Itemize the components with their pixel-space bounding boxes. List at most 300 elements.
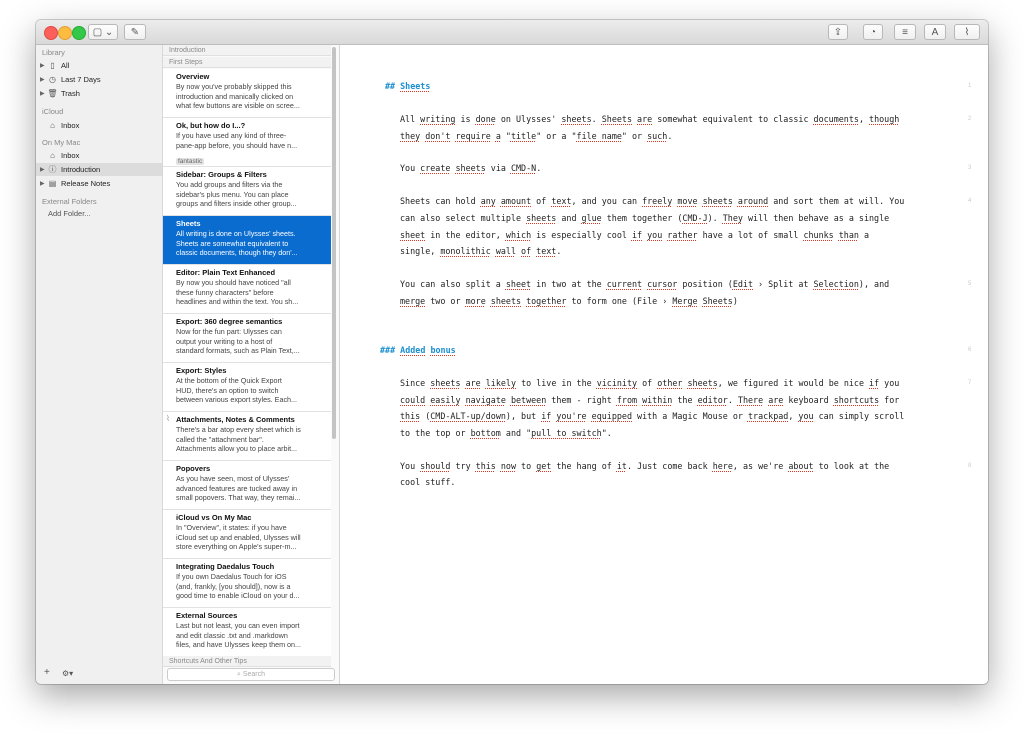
trash-icon: 🗑︎ [47,89,58,98]
sheet-preview-line: sidebar's plus menu. You can place [176,189,289,199]
text-segment: if [541,411,552,421]
sheet-preview-line: good time to enable iCloud on your d... [176,591,300,600]
sheet-title: Editor: Plain Text Enhanced [176,268,276,277]
text-segment: to live in the [516,378,597,388]
text-segment: ). [707,213,723,223]
text-segment: sheets [490,296,522,306]
sheet-preview [176,572,325,601]
text-segment: more [465,296,486,306]
on-my-mac-section-label: On My Mac [42,138,81,147]
sheet-title: Sidebar: Groups & Filters [176,170,267,179]
disclosure-triangle-icon[interactable]: ▶ [40,167,45,173]
text-segment: require [455,131,491,141]
sheets-icon: ▯ [50,61,55,70]
sidebar-toggle-button[interactable]: ▢ ⌄ [88,24,118,40]
sidebar-item-release-notes[interactable] [36,177,162,190]
paragraph-line [400,474,960,491]
breadcrumb: Introduction [163,45,331,56]
text-segment: are [637,114,653,124]
sheet-preview-line: standard formats, such as Plain Text,... [176,346,300,355]
text-segment: of [521,246,532,256]
paragraph-number: 3 [968,165,972,171]
help-icon: ⓘ [48,165,57,174]
text-segment: you [647,230,663,240]
disclosure-triangle-icon[interactable]: ▶ [40,181,45,187]
text-segment: between [510,395,547,405]
paragraph-line [400,160,960,177]
text-segment: chunks [803,230,834,240]
paragraph-line [400,276,960,293]
text-segment: with a Magic Mouse or [632,411,748,421]
text-segment: Added [400,345,426,355]
list-icon[interactable]: ≡ [894,24,916,40]
sheet-item[interactable] [163,69,331,118]
sheet-preview [176,523,325,552]
sheet-preview-line: introduction and manically clicked on [176,91,294,101]
text-segment: shortcuts [833,395,880,405]
sheet-preview [176,621,325,650]
sheet-title: Sheets [176,219,201,228]
text-segment: ( [420,411,431,421]
sheet-preview-line: If you have used any kind of three- [176,131,287,140]
sheet-preview-line: Sheets are somewhat equivalent to [176,238,289,248]
sheet-item[interactable] [163,608,331,657]
text-segment: you're [556,411,587,421]
sheet-preview-line: iCloud set up and enabled, Ulysses will [176,532,301,542]
text-segment: for [879,395,900,405]
add-folder-label: Add Folder... [48,209,91,218]
text-segment: . [591,114,602,124]
text-segment: Sheets can hold [400,196,481,206]
text-segment: equipped [591,411,632,421]
text-segment: you [879,378,900,388]
keyword-badge: fantastic [178,158,203,165]
group-header-first-steps: First Steps [163,57,331,68]
text-segment: single, [400,246,441,256]
close-button[interactable] [44,26,58,40]
text-segment: don't [425,131,451,141]
paragraph-line [400,293,960,310]
text-segment: title [510,131,537,141]
sheet-item[interactable] [163,167,331,216]
sheet-item[interactable] [163,314,331,363]
text-segment: CMD-ALT-up/down [430,411,506,421]
text-segment: keyboard [783,395,834,405]
text-segment: together [526,296,567,306]
sheet-preview-line: advanced features are tucked away in [176,483,298,493]
minimize-button[interactable] [58,26,72,40]
text-segment: could [400,395,426,405]
sidebar-item-last-7-days[interactable] [36,73,162,86]
text-segment: Sheets [601,114,632,124]
text-segment: will then behave as a single [742,213,890,223]
text-segment: of [531,196,552,206]
sidebar-item-all[interactable] [36,59,162,72]
text-segment: ### [380,345,401,355]
sheet-preview-line: All writing is done on Ulysses' sheets. [176,229,296,238]
sheet-preview [176,474,325,503]
paragraph-number: 2 [968,116,972,122]
text-segment: rather [667,230,698,240]
icloud-section-label: iCloud [42,107,64,116]
sheet-preview-line: pane-app before, you should have n... [176,140,298,150]
text-segment: of [637,378,658,388]
title-bar [36,20,988,45]
paragraph-number: 6 [968,347,972,353]
text-segment: in two at the [531,279,607,289]
text-segment: now [500,461,517,471]
text-segment: All [400,114,421,124]
sheet-preview-line: Attachments allow you to place arbit... [176,444,298,453]
library-section-label: Library [42,48,65,57]
text-segment: to look at the [813,461,890,471]
text-segment: › Split at [753,279,814,289]
text-segment: , [788,411,799,421]
sidebar-item-label: Release Notes [61,179,111,188]
sheet-preview-line: small popovers. That way, they remai... [176,493,301,502]
paragraph-number: 7 [968,380,972,386]
sheet-preview-line: Last but not least, you can even import [176,621,300,630]
text-segment: CMD-N [510,163,537,173]
sheet-preview-line: store everything on Apple's super-m... [176,542,297,551]
sidebar-item-label: Inbox [61,151,80,160]
text-segment: wall [495,246,516,256]
text-segment: , as we're [732,461,789,471]
text-segment: cursor [647,279,678,289]
text-segment: sheets [455,163,486,173]
text-segment: " or [621,131,648,141]
stats-icon[interactable]: ◔ [863,24,883,40]
text-segment: Edit [732,279,753,289]
sheet-preview [176,327,325,356]
sheet-preview-line: and edit classic .txt and .markdown [176,630,288,640]
text-segment: any [480,196,496,206]
gear-icon[interactable]: ⚙▾ [62,669,74,678]
text-segment: writing [420,114,456,124]
text-segment: ), but [505,411,542,421]
text-segment: can also select multiple [400,213,527,223]
add-icon[interactable]: + [44,667,50,678]
sheet-item[interactable] [163,118,331,167]
text-segment: . Just come back [626,461,713,471]
text-segment: a [858,230,870,240]
compose-icon[interactable]: ✎ [124,24,146,40]
sheet-item[interactable] [163,412,331,461]
sheet-item[interactable] [163,510,331,559]
text-segment: trackpad [747,411,789,421]
text-segment: bottom [470,428,501,438]
text-segment: is [455,114,476,124]
text-segment: a [495,131,501,141]
text-segment: text [551,196,572,206]
text-segment: to [516,461,537,471]
sidebar-item-label: Inbox [61,121,80,130]
paragraph-line [400,227,960,244]
sheet-preview-line: what few buttons are visible on scree... [176,101,300,110]
text-segment: pull to switch [531,428,602,438]
sidebar-item-introduction[interactable] [36,163,162,176]
text-segment: two or [425,296,466,306]
sheet-title: Ok, but how do I...? [176,121,246,130]
text-segment: though [869,114,900,124]
sheet-preview [176,376,325,405]
external-folders-section-label: External Folders [42,197,97,206]
text-segment: navigate [465,395,506,405]
text-segment: easily [430,395,461,405]
text-segment: which [505,230,532,240]
sidebar-item-label: Last 7 Days [61,75,101,84]
sheet-preview-line: classic documents, though they don'... [176,248,298,257]
sheet-title: Overview [176,72,210,81]
text-segment: vicinity [596,378,638,388]
sheet-preview [176,82,325,111]
text-segment: about [788,461,814,471]
text-segment: sheet [505,279,532,289]
text-segment: " [500,131,511,141]
paragraph-number: 1 [968,83,972,89]
font-icon[interactable]: A [924,24,946,40]
sidebar-item-label: Introduction [61,165,101,174]
text-segment: bonus [430,345,456,355]
text-segment: somewhat equivalent to classic [652,114,814,124]
sheet-preview [176,278,325,307]
text-segment: text [536,246,557,256]
text-segment: them - right [546,395,617,405]
document-icon: ▤ [48,179,57,188]
text-segment: have a lot of small [697,230,804,240]
heading-line [380,342,940,359]
disclosure-triangle-icon[interactable]: ▶ [40,63,45,69]
sheet-title: Attachments, Notes & Comments [176,415,295,424]
text-segment: this [475,461,496,471]
sheet-item[interactable] [163,461,331,510]
sheet-preview [176,180,325,209]
text-segment: if [631,230,643,240]
text-segment: file name [576,131,622,141]
text-segment: You [400,163,421,173]
sheet-preview-line: output your writing to a host of [176,336,273,346]
sheet-item[interactable] [163,559,331,608]
zoom-button[interactable] [72,26,86,40]
paragraph-number: 4 [968,198,972,204]
sheet-preview-line: Now for the fun part: Ulysses can [176,327,282,336]
paragraph-line [400,458,960,475]
sheet-preview-line: these funny characters" before [176,287,274,297]
disclosure-triangle-icon[interactable]: ▶ [40,91,45,97]
sheet-preview-line: headlines and within the text. You sh... [176,297,299,306]
text-segment: current [606,279,643,289]
text-segment: , and you can [571,196,643,206]
group-header-shortcuts: Shortcuts And Other Tips [163,656,331,667]
sidebar-item-label: Trash [61,89,80,98]
share-icon[interactable]: ⇪ [828,24,848,40]
text-segment: them together ( [601,213,683,223]
text-segment: this [400,411,421,421]
text-segment: move [677,196,698,206]
text-segment: to form one (File › [566,296,673,306]
paragraph-line [400,128,960,145]
sheet-preview-line: If you own Daedalus Touch for iOS [176,572,287,581]
sheet-preview-line: By now you should have noticed "all [176,278,291,287]
text-segment: They [722,213,743,223]
add-folder-button[interactable] [36,207,162,220]
sheet-preview [176,131,325,150]
text-segment: likely [485,378,517,388]
sheet-item[interactable] [163,265,331,314]
paragraph-line [400,375,960,392]
text-segment: monolithic [440,246,491,256]
text-segment: sheets [702,196,733,206]
sheet-preview-line: You add groups and filters via the [176,180,283,189]
sheet-preview-line: In "Overview", it states: if you have [176,523,287,532]
editor[interactable] [340,45,988,684]
sheet-preview-line: files, and have Ulysses keep them on... [176,640,302,649]
text-segment: should [420,461,451,471]
text-segment: try [450,461,476,471]
sheet-title: Popovers [176,464,211,473]
text-segment: . [727,395,738,405]
text-segment: . [536,163,542,173]
text-segment: freely [642,196,673,206]
text-segment: you [798,411,814,421]
paragraph-line [400,111,960,128]
attachment-icon[interactable]: ⌇ [954,24,980,40]
text-segment: are [768,395,784,405]
text-segment: sheet [400,230,426,240]
sheet-title: Export: 360 degree semantics [176,317,283,326]
sheet-title: External Sources [176,611,238,620]
text-segment: within [642,395,673,405]
sidebar-item-icloud-inbox[interactable] [36,119,162,132]
sheet-preview [176,425,325,454]
text-segment: from [616,395,638,405]
text-segment: other [657,378,683,388]
paragraph-number: 8 [968,463,972,469]
text-segment: done [475,114,496,124]
paragraph-line [400,210,960,227]
inbox-icon: ⌂ [50,121,55,130]
text-segment: via [485,163,511,173]
app-window [36,20,988,684]
paragraph-number: 5 [968,281,972,287]
text-segment: Merge [672,296,698,306]
text-segment: Sheets [702,296,733,306]
text-segment: ". [601,428,612,438]
library-sidebar [36,45,163,684]
text-segment: ## [385,81,401,91]
text-segment: than [838,230,859,240]
sheet-list-scrollbar[interactable] [332,47,336,439]
text-segment: . [556,246,562,256]
paragraph-line [400,193,960,210]
clock-icon: ◷ [49,75,56,84]
sheet-preview-line: called the "attachment bar". [176,434,264,444]
text-segment: CMD-J [682,213,708,223]
sheet-preview-line: HUD, there's an option to switch [176,385,279,395]
text-segment: it [616,461,627,471]
search-input[interactable] [167,668,335,681]
text-segment: merge [400,296,426,306]
text-segment: position ( [677,279,733,289]
sheet-title: Integrating Daedalus Touch [176,562,275,571]
paragraph-line [400,408,960,425]
text-segment: they [400,131,421,141]
sheet-preview-line: By now you've probably skipped this [176,82,292,91]
sheet-preview-line: As you have seen, most of Ulysses' [176,474,290,483]
text-segment: the [672,395,698,405]
sidebar-item-trash[interactable] [36,87,162,100]
text-segment: are [465,378,481,388]
text-segment: , we figured it would be nice [717,378,870,388]
text-segment: create [420,163,451,173]
text-segment: " or a " [536,131,577,141]
text-segment: Sheets [400,81,431,91]
text-segment: ) [732,296,738,306]
sheet-preview-line: There's a bar atop every sheet which is [176,425,301,434]
text-segment: can simply scroll [813,411,905,421]
disclosure-triangle-icon[interactable]: ▶ [40,77,45,83]
text-segment: and sort them at will. You [768,196,905,206]
sheet-preview-line: groups and filters inside other group... [176,199,297,208]
text-segment: You [400,461,421,471]
text-segment: sheets [430,378,461,388]
text-segment: documents [813,114,859,124]
sheet-preview-line: (and, frankly, [you should]), now is a [176,581,291,591]
text-segment: , [858,114,870,124]
sheet-preview-line: At the bottom of the Quick Export [176,376,282,385]
text-segment: . [667,131,673,141]
text-segment: if [869,378,880,388]
text-segment: You can also split a [400,279,506,289]
attachment-icon: ⌇ [166,414,170,423]
text-segment: and [556,213,582,223]
sheet-title: Export: Styles [176,366,227,375]
text-segment: the hang of [551,461,617,471]
sidebar-item-mac-inbox[interactable] [36,149,162,162]
sheet-item[interactable] [163,363,331,412]
sheet-preview [176,229,325,258]
paragraph-line [400,243,960,260]
text-segment: cool stuff. [400,477,456,487]
paragraph-line [400,392,960,409]
search-icon: ⌕ [236,671,243,678]
sheet-title: iCloud vs On My Mac [176,513,252,522]
sheet-list [163,45,340,684]
text-segment: get [536,461,552,471]
text-segment: ), and [858,279,890,289]
text-segment: around [737,196,769,206]
text-segment: is especially cool [531,230,632,240]
text-segment: on Ulysses' [495,114,562,124]
sheet-preview-line: between various export styles. Each... [176,395,298,404]
search-placeholder: Search [242,671,266,678]
text-segment: here [712,461,733,471]
text-segment: editor [697,395,728,405]
text-segment: sheets [561,114,592,124]
sidebar-item-label: All [61,61,70,70]
inbox-icon: ⌂ [50,151,55,160]
paragraph-line [400,425,960,442]
text-segment: sheets [526,213,557,223]
heading-line [385,78,945,95]
text-segment: to the top or [400,428,471,438]
text-segment: sheets [687,378,718,388]
sheet-item[interactable] [163,216,331,265]
text-segment: glue [581,213,602,223]
text-segment: in the editor, [425,230,506,240]
text-segment: Since [400,378,431,388]
text-segment: and " [500,428,532,438]
